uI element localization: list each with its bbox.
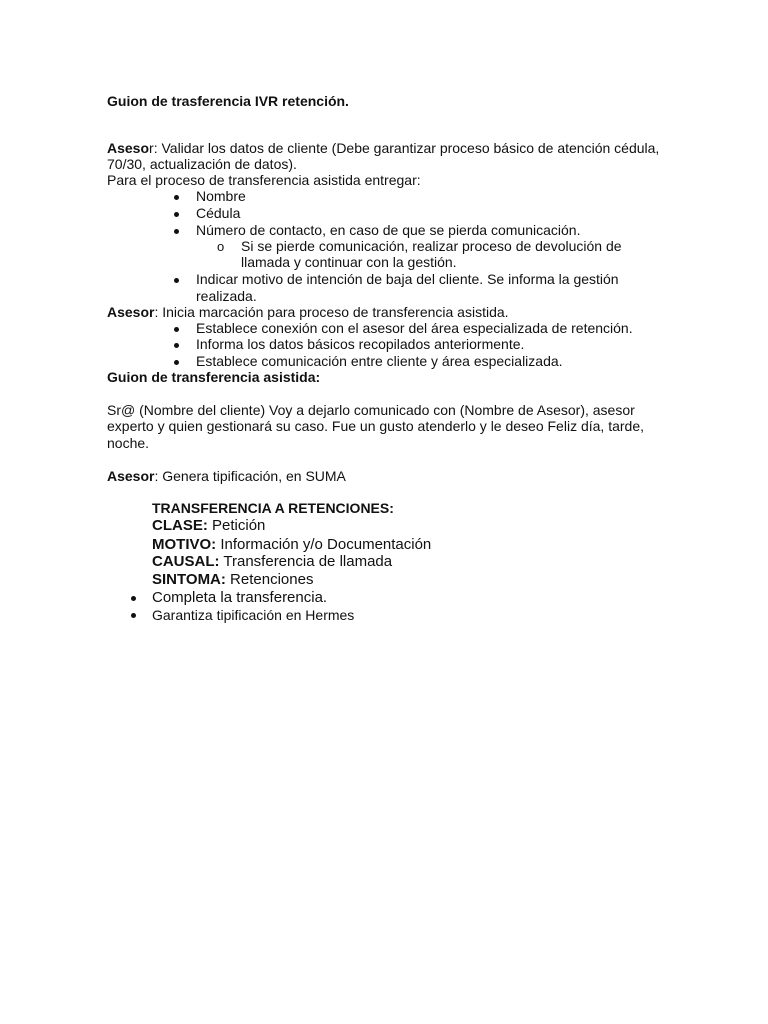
motivo-label: MOTIVO: (152, 536, 217, 553)
field-motivo (152, 536, 431, 554)
final-list-item: Garantiza tipificación en Hermes (152, 607, 355, 623)
list-item-cont: realizada. (196, 288, 257, 304)
list-item: Cédula (196, 205, 241, 221)
list-item: Establece conexión con el asesor del área especializada de retención. (196, 320, 633, 336)
motivo-value: Información y/o Documentación (216, 536, 432, 553)
paragraph-text: : Inicia marcación para proceso de transferencia asistida. (154, 304, 509, 320)
script-text: experto y quien gestionará su caso. Fue un gusto atenderlo y le deseo Feliz día, tarde, (107, 418, 644, 434)
sintoma-value: Retenciones (225, 571, 314, 588)
list-item: Informa los datos básicos recopilados anteriormente. (196, 336, 525, 352)
field-sintoma (152, 571, 313, 589)
script-text: noche. (107, 435, 150, 451)
bullet (174, 360, 179, 365)
paragraph-asesor-3 (107, 468, 346, 485)
asesor-label: Asesor (107, 304, 155, 320)
paragraph-text: : Validar los datos de cliente (Debe garantizar proceso básico de atención cédula, (153, 140, 660, 156)
list-item: Número de contacto, en caso de que se pierda comunicación. (196, 222, 581, 238)
asesor-label-tail: r (149, 140, 154, 156)
paragraph-text: Para el proceso de transferencia asistida entregar: (107, 172, 421, 188)
bullet (174, 212, 179, 217)
clase-label: CLASE: (152, 517, 208, 534)
paragraph-text: 70/30, actualización de datos). (107, 156, 297, 172)
final-list-item: Completa la transferencia. (152, 589, 328, 606)
bullet (174, 195, 179, 200)
list-item: Indicar motivo de intención de baja del cliente. Se informa la gestión (196, 271, 619, 287)
sub-list-item: Si se pierde comunicación, realizar proceso de devolución de (241, 238, 622, 254)
field-clase (152, 517, 265, 535)
transfer-heading: TRANSFERENCIA A RETENCIONES: (152, 500, 394, 516)
bullet (131, 596, 136, 601)
doc-title: Guion de trasferencia IVR retención. (107, 93, 349, 109)
sintoma-label: SINTOMA: (152, 571, 226, 588)
sub-list-item-cont: llamada y continuar con la gestión. (241, 254, 457, 270)
list-item: Nombre (196, 188, 246, 204)
bullet (131, 613, 136, 618)
paragraph-asesor-2 (107, 304, 509, 321)
paragraph-asesor-1 (107, 140, 659, 157)
asesor-label: Asesor (107, 468, 155, 484)
sub-bullet: o (217, 239, 225, 254)
bullet (174, 229, 179, 234)
field-causal (152, 553, 392, 571)
bullet (174, 278, 179, 283)
causal-value: Transferencia de llamada (219, 553, 393, 570)
section-heading: Guion de transferencia asistida: (107, 369, 321, 385)
causal-label: CAUSAL: (152, 553, 220, 570)
bullet (174, 327, 179, 332)
script-text: Sr@ (Nombre del cliente) Voy a dejarlo comunicado con (Nombre de Asesor), asesor (107, 402, 635, 418)
bullet (174, 343, 179, 348)
clase-value: Petición (207, 517, 266, 534)
paragraph-text: : Genera tipificación, en SUMA (154, 468, 346, 484)
asesor-label: Aseso (107, 140, 150, 156)
list-item: Establece comunicación entre cliente y área especializada. (196, 353, 563, 369)
